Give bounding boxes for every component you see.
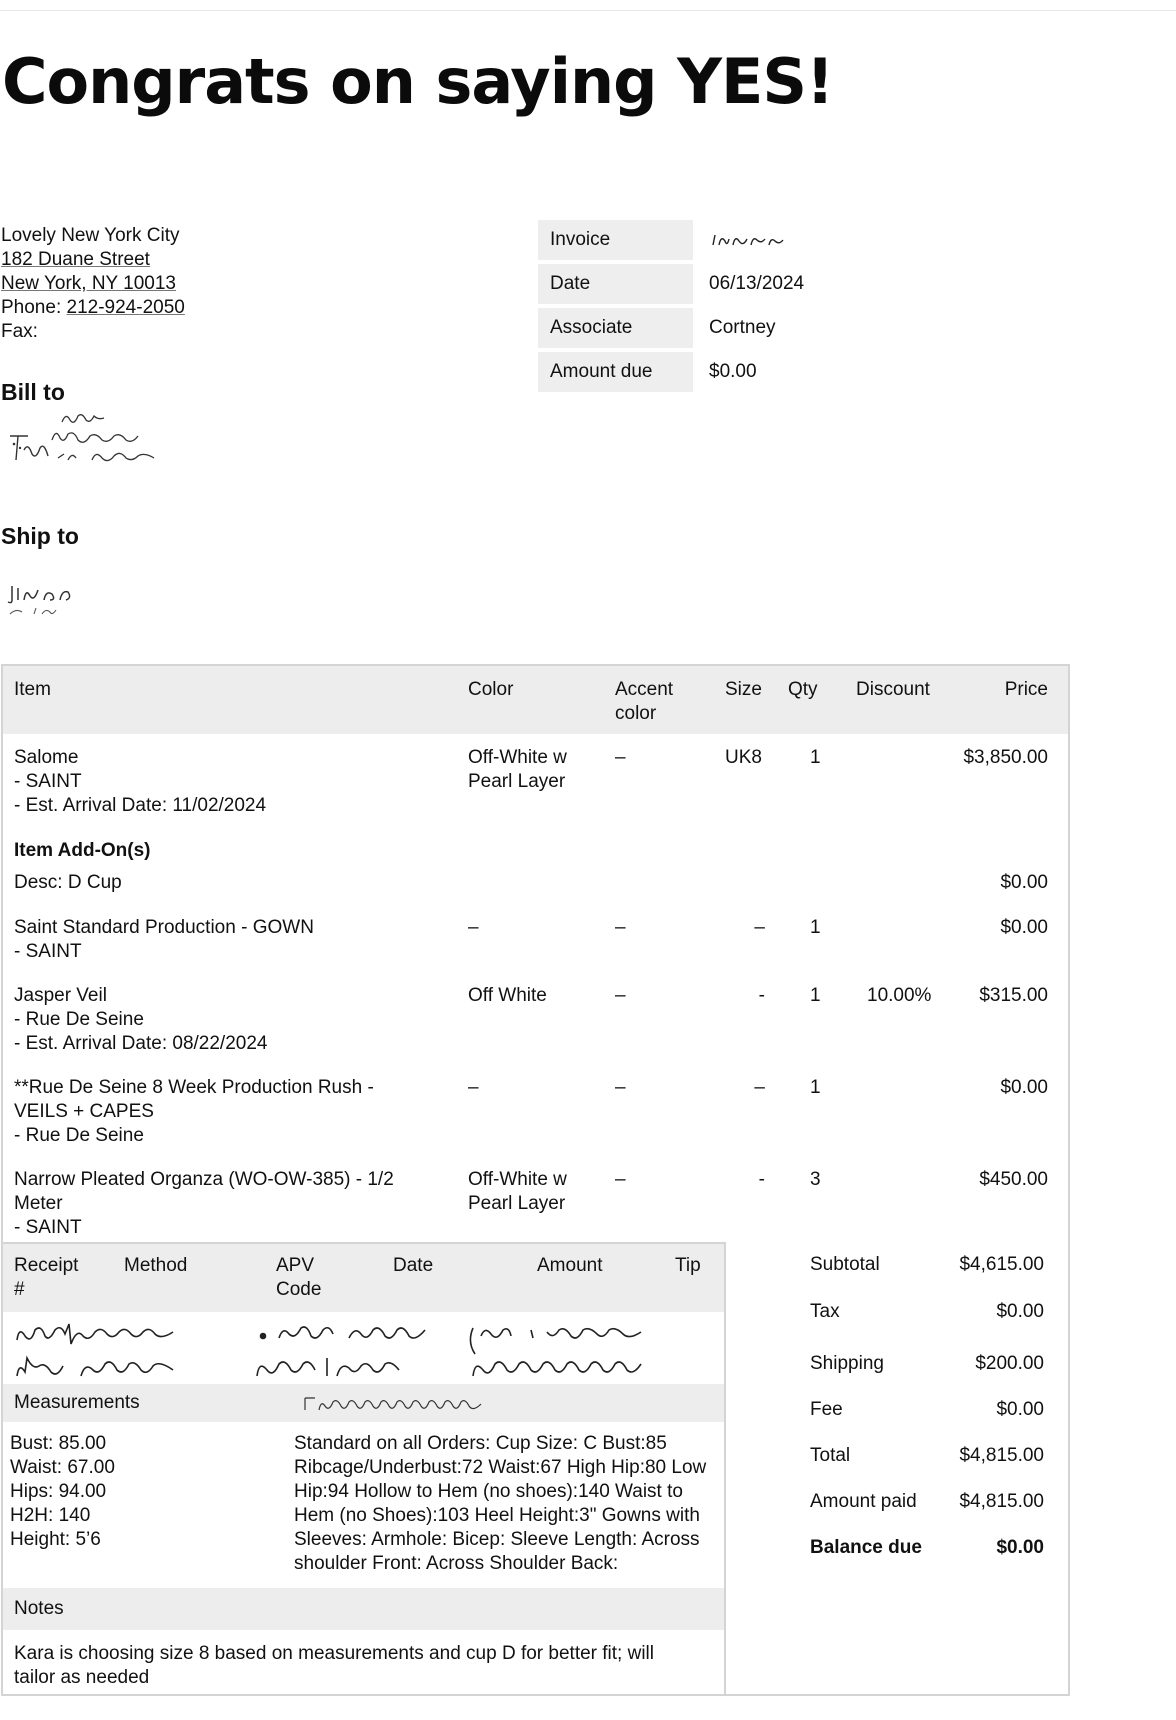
totals-row-subtotal xyxy=(810,1253,1044,1277)
totals-row-tax xyxy=(810,1300,1044,1324)
item-price: $450.00 xyxy=(979,1169,1048,1190)
item-brand: - SAINT xyxy=(14,771,82,792)
item-name-2: Meter xyxy=(14,1193,63,1214)
item-size: – xyxy=(754,917,765,938)
col-header-accent: Accent xyxy=(615,679,674,700)
item-price: $0.00 xyxy=(1000,917,1048,938)
totals-value: $200.00 xyxy=(975,1353,1044,1374)
item-size: - xyxy=(758,985,765,1006)
store-phone[interactable]: 212-924-2050 xyxy=(66,297,185,318)
col-header-color: Color xyxy=(468,679,514,700)
store-street[interactable]: 182 Duane Street xyxy=(1,249,150,270)
totals-value: $0.00 xyxy=(996,1301,1044,1322)
measurement-hips: Hips: 94.00 xyxy=(10,1481,107,1502)
totals-label: Tax xyxy=(810,1301,840,1322)
measurements-heading: Measurements xyxy=(14,1392,140,1413)
item-name-2: VEILS + CAPES xyxy=(14,1101,154,1122)
redacted-invoice-number xyxy=(709,231,789,251)
totals-label: Subtotal xyxy=(810,1254,880,1275)
fax-label: Fax: xyxy=(1,321,38,342)
col-header-discount: Discount xyxy=(856,679,930,700)
item-accent: – xyxy=(615,747,626,768)
addon-heading: Item Add-On(s) xyxy=(14,840,151,861)
meta-row-associate xyxy=(538,308,849,348)
totals-value: $4,615.00 xyxy=(959,1254,1044,1275)
item-price: $0.00 xyxy=(1000,872,1048,893)
totals-value: $4,815.00 xyxy=(959,1445,1044,1466)
redacted-bill-to-address xyxy=(4,410,174,474)
col-header-tip: Tip xyxy=(675,1255,701,1276)
receipt-panel xyxy=(1,1242,726,1696)
meta-row-invoice xyxy=(538,220,849,260)
totals-label: Total xyxy=(810,1445,851,1466)
item-qty: 1 xyxy=(810,917,821,938)
item-price: $3,850.00 xyxy=(963,747,1048,768)
totals-row-balance-due xyxy=(810,1536,1044,1560)
item-name: **Rue De Seine 8 Week Production Rush - xyxy=(14,1077,374,1098)
col-header-item: Item xyxy=(14,679,51,700)
measurement-notes-line: Hip:94 Hollow to Hem (no shoes):140 Waist to xyxy=(294,1481,683,1502)
col-header-receipt: Receipt xyxy=(14,1255,79,1276)
col-header-apv-2: Code xyxy=(276,1279,322,1300)
notes-header-band xyxy=(3,1588,724,1630)
meta-label: Date xyxy=(538,264,693,304)
meta-label: Invoice xyxy=(538,220,693,260)
item-accent: – xyxy=(615,1169,626,1190)
col-header-method: Method xyxy=(124,1255,188,1276)
item-discount: 10.00% xyxy=(867,985,932,1006)
invoice-meta-table xyxy=(538,216,849,396)
totals-value: $0.00 xyxy=(996,1399,1044,1420)
meta-row-date xyxy=(538,264,849,304)
item-brand: - SAINT xyxy=(14,941,82,962)
addon-desc: Desc: D Cup xyxy=(14,872,122,893)
item-name: Salome xyxy=(14,747,79,768)
store-name: Lovely New York City xyxy=(1,225,180,246)
totals-label: Balance due xyxy=(810,1537,922,1558)
item-color: – xyxy=(468,1077,479,1098)
page-title: Congrats on saying YES! xyxy=(2,45,834,118)
item-price: $0.00 xyxy=(1000,1077,1048,1098)
item-accent: – xyxy=(615,917,626,938)
item-color: Off-White w xyxy=(468,747,567,768)
redacted-measurement-notes-heading xyxy=(303,1394,493,1418)
meta-value: $0.00 xyxy=(709,361,757,382)
totals-label: Fee xyxy=(810,1399,843,1420)
item-arrival: - Est. Arrival Date: 08/22/2024 xyxy=(14,1033,268,1054)
notes-line: Kara is choosing size 8 based on measurements and cup D for better fit; will xyxy=(14,1643,654,1664)
measurement-notes-line: Sleeves: Armhole: Bicep: Sleeve Length: Across xyxy=(294,1529,700,1550)
col-header-apv: APV xyxy=(276,1255,315,1276)
meta-row-amount-due xyxy=(538,352,849,392)
item-qty: 1 xyxy=(810,1077,821,1098)
totals-value: $0.00 xyxy=(996,1537,1044,1558)
redacted-receipt-row xyxy=(11,1318,721,1394)
col-header-price: Price xyxy=(1004,679,1048,700)
item-name: Saint Standard Production - GOWN xyxy=(14,917,314,938)
totals-value: $4,815.00 xyxy=(959,1491,1044,1512)
item-size: UK8 xyxy=(725,747,762,768)
measurement-waist: Waist: 67.00 xyxy=(10,1457,115,1478)
item-color-2: Pearl Layer xyxy=(468,771,566,792)
item-price: $315.00 xyxy=(979,985,1048,1006)
measurement-notes-line: shoulder Front: Across Shoulder Back: xyxy=(294,1553,619,1574)
phone-label: Phone: xyxy=(1,297,62,318)
item-size: – xyxy=(754,1077,765,1098)
ship-to-heading: Ship to xyxy=(1,523,79,549)
totals-label: Shipping xyxy=(810,1353,884,1374)
item-color: – xyxy=(468,917,479,938)
bill-to-heading: Bill to xyxy=(1,379,65,405)
item-name: Narrow Pleated Organza (WO-OW-385) - 1/2 xyxy=(14,1169,394,1190)
meta-value-invoice xyxy=(693,220,849,260)
totals-row-fee xyxy=(810,1398,1044,1422)
measurement-height: Height: 5’6 xyxy=(10,1529,101,1550)
meta-label: Associate xyxy=(538,308,693,348)
item-size: - xyxy=(758,1169,765,1190)
measurement-notes-line: Standard on all Orders: Cup Size: C Bust:85 xyxy=(294,1433,667,1454)
item-qty: 3 xyxy=(810,1169,821,1190)
col-header-date: Date xyxy=(393,1255,434,1276)
totals-row-shipping xyxy=(810,1352,1044,1376)
item-brand: - SAINT xyxy=(14,1217,82,1238)
store-address xyxy=(1,224,185,344)
item-accent: – xyxy=(615,985,626,1006)
col-header-qty: Qty xyxy=(788,679,818,700)
col-header-amount: Amount xyxy=(537,1255,603,1276)
item-brand: - Rue De Seine xyxy=(14,1009,144,1030)
col-header-size: Size xyxy=(725,679,762,700)
notes-heading: Notes xyxy=(14,1598,64,1619)
top-divider xyxy=(0,10,1176,11)
item-color-2: Pearl Layer xyxy=(468,1193,566,1214)
totals-label: Amount paid xyxy=(810,1491,917,1512)
measurement-notes-line: Hem (no Shoes):103 Heel Height:3" Gowns with xyxy=(294,1505,700,1526)
item-brand: - Rue De Seine xyxy=(14,1125,144,1146)
totals-row-amount-paid xyxy=(810,1490,1044,1514)
totals-row-total xyxy=(810,1444,1044,1468)
item-accent: – xyxy=(615,1077,626,1098)
meta-value: 06/13/2024 xyxy=(709,273,805,294)
item-color: Off White xyxy=(468,985,547,1006)
item-qty: 1 xyxy=(810,985,821,1006)
measurement-notes-line: Ribcage/Underbust:72 Waist:67 High Hip:80 Low xyxy=(294,1457,707,1478)
receipt-table-header xyxy=(3,1244,724,1312)
measurement-bust: Bust: 85.00 xyxy=(10,1433,107,1454)
meta-value: Cortney xyxy=(709,317,776,338)
meta-label: Amount due xyxy=(538,352,693,392)
item-name: Jasper Veil xyxy=(14,985,107,1006)
item-color: Off-White w xyxy=(468,1169,567,1190)
notes-line: tailor as needed xyxy=(14,1667,150,1688)
item-qty: 1 xyxy=(810,747,821,768)
col-header-accent-2: color xyxy=(615,703,657,724)
col-header-receipt-2: # xyxy=(14,1279,25,1300)
redacted-ship-to-address xyxy=(6,580,126,620)
store-city[interactable]: New York, NY 10013 xyxy=(1,273,176,294)
measurement-h2h: H2H: 140 xyxy=(10,1505,91,1526)
item-arrival: - Est. Arrival Date: 11/02/2024 xyxy=(14,795,267,816)
